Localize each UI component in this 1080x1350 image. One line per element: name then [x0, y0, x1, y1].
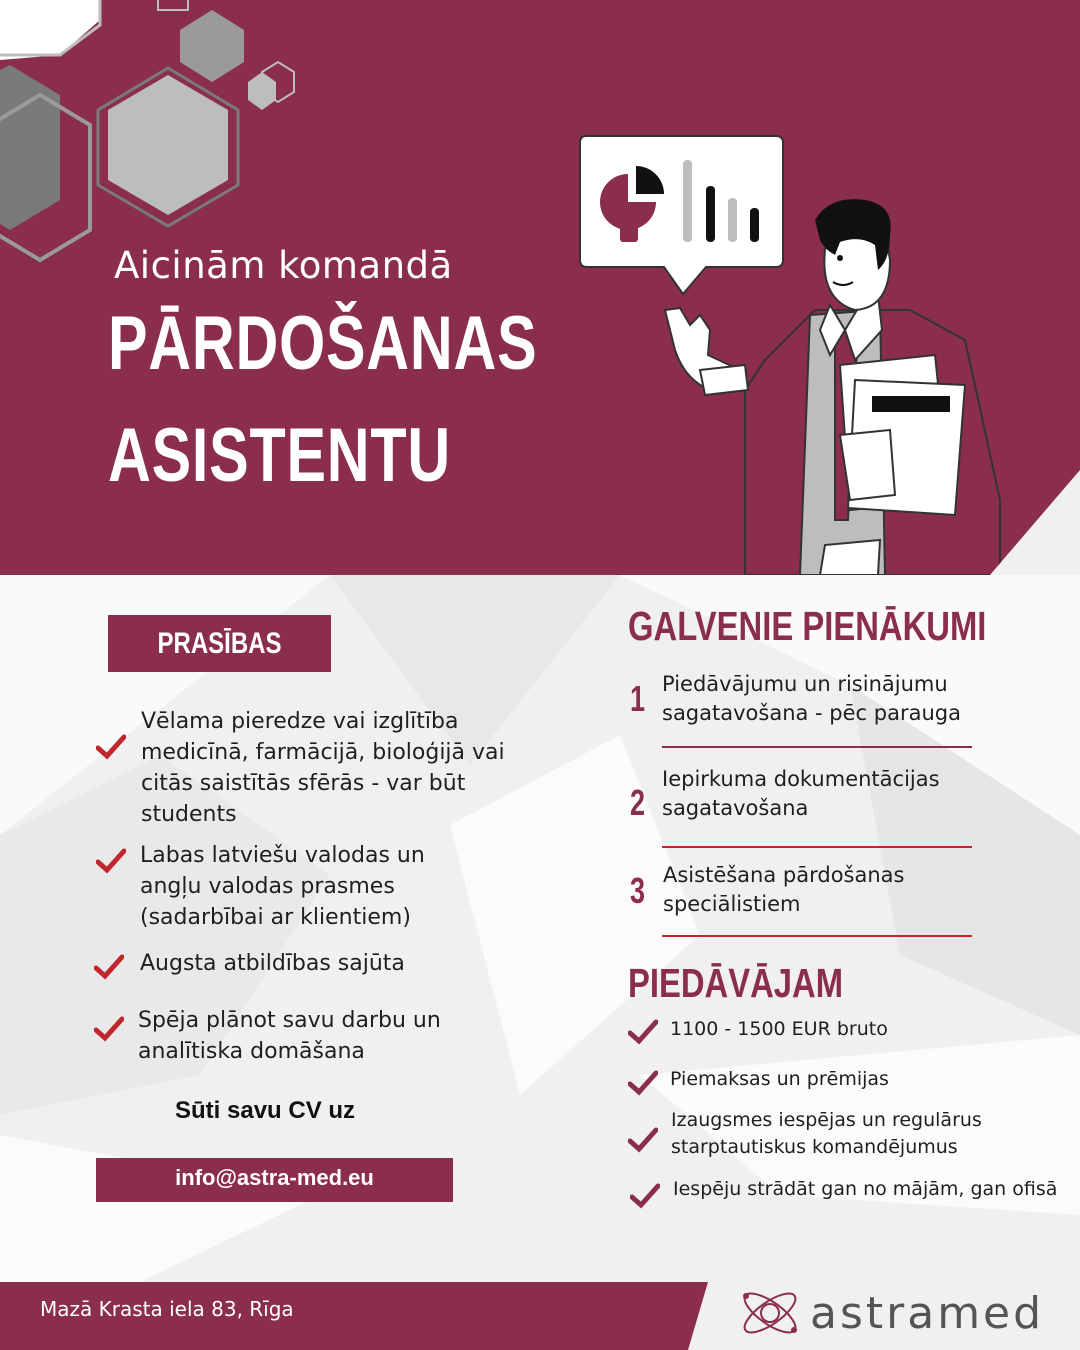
requirements-label: PRASĪBAS: [157, 627, 282, 660]
requirement-item: Vēlama pieredze vai izglītība medicīnā, farmācijā, bioloģijā vai citās saistītās sfērās - var būt students: [141, 709, 505, 827]
checkmark-icon: [96, 848, 126, 874]
offer-item: 1100 - 1500 EUR bruto: [670, 1018, 888, 1040]
offer-item: Iespēju strādāt gan no mājām, gan ofisā: [673, 1178, 1058, 1200]
requirements-label-box: [108, 615, 331, 672]
astramed-logo-icon: [736, 1282, 804, 1344]
duty-text: Piedāvājumu un risinājumu sagatavošana - pēc parauga: [662, 672, 961, 725]
duty-divider: [662, 746, 972, 748]
offer-title: PIEDĀVĀJAM: [628, 960, 844, 1006]
checkmark-icon: [96, 734, 126, 760]
duty-text: Asistēšana pārdošanas speciālistiem: [663, 863, 905, 916]
hero-tagline: Aicinām komandā: [114, 244, 453, 287]
checkmark-icon: [630, 1183, 660, 1209]
hero-banner: [0, 0, 1080, 575]
footer-address: Mazā Krasta iela 83, Rīga: [40, 1297, 294, 1321]
checkmark-icon: [94, 954, 124, 980]
requirement-item: Spēja plānot savu darbu un analītiska domāšana: [138, 1008, 441, 1064]
cv-prompt: Sūti savu CV uz: [175, 1097, 356, 1124]
duties-title: GALVENIE PIENĀKUMI: [628, 603, 987, 649]
duty-text: Iepirkuma dokumentācijas sagatavošana: [662, 767, 940, 820]
duty-number: 1: [630, 678, 646, 719]
checkmark-icon: [94, 1016, 124, 1042]
requirement-item: Labas latviešu valodas un angļu valodas prasmes (sadarbībai ar klientiem): [140, 843, 425, 930]
businessman-illustration: [650, 190, 1020, 575]
duty-divider: [662, 846, 972, 848]
offer-item: Izaugsmes iespējas un regulārus starptautiskus komandējumus: [671, 1109, 982, 1158]
duty-divider: [662, 935, 972, 937]
offer-item: Piemaksas un prēmijas: [670, 1068, 889, 1090]
checkmark-icon: [628, 1127, 658, 1153]
checkmark-icon: [628, 1070, 658, 1096]
hero-headline-line2: ASISTENTU: [108, 413, 451, 498]
hero-headline-line1: PĀRDOŠANAS: [108, 301, 538, 386]
logo-wordmark: astramed: [810, 1288, 1045, 1339]
duty-number: 2: [630, 782, 646, 823]
corner-decoration: [990, 470, 1080, 575]
email-box[interactable]: [96, 1158, 453, 1202]
checkmark-icon: [628, 1019, 658, 1045]
email-link[interactable]: info@astra-med.eu: [175, 1165, 374, 1190]
requirement-item: Augsta atbildības sajūta: [140, 951, 405, 976]
duty-number: 3: [630, 870, 646, 911]
